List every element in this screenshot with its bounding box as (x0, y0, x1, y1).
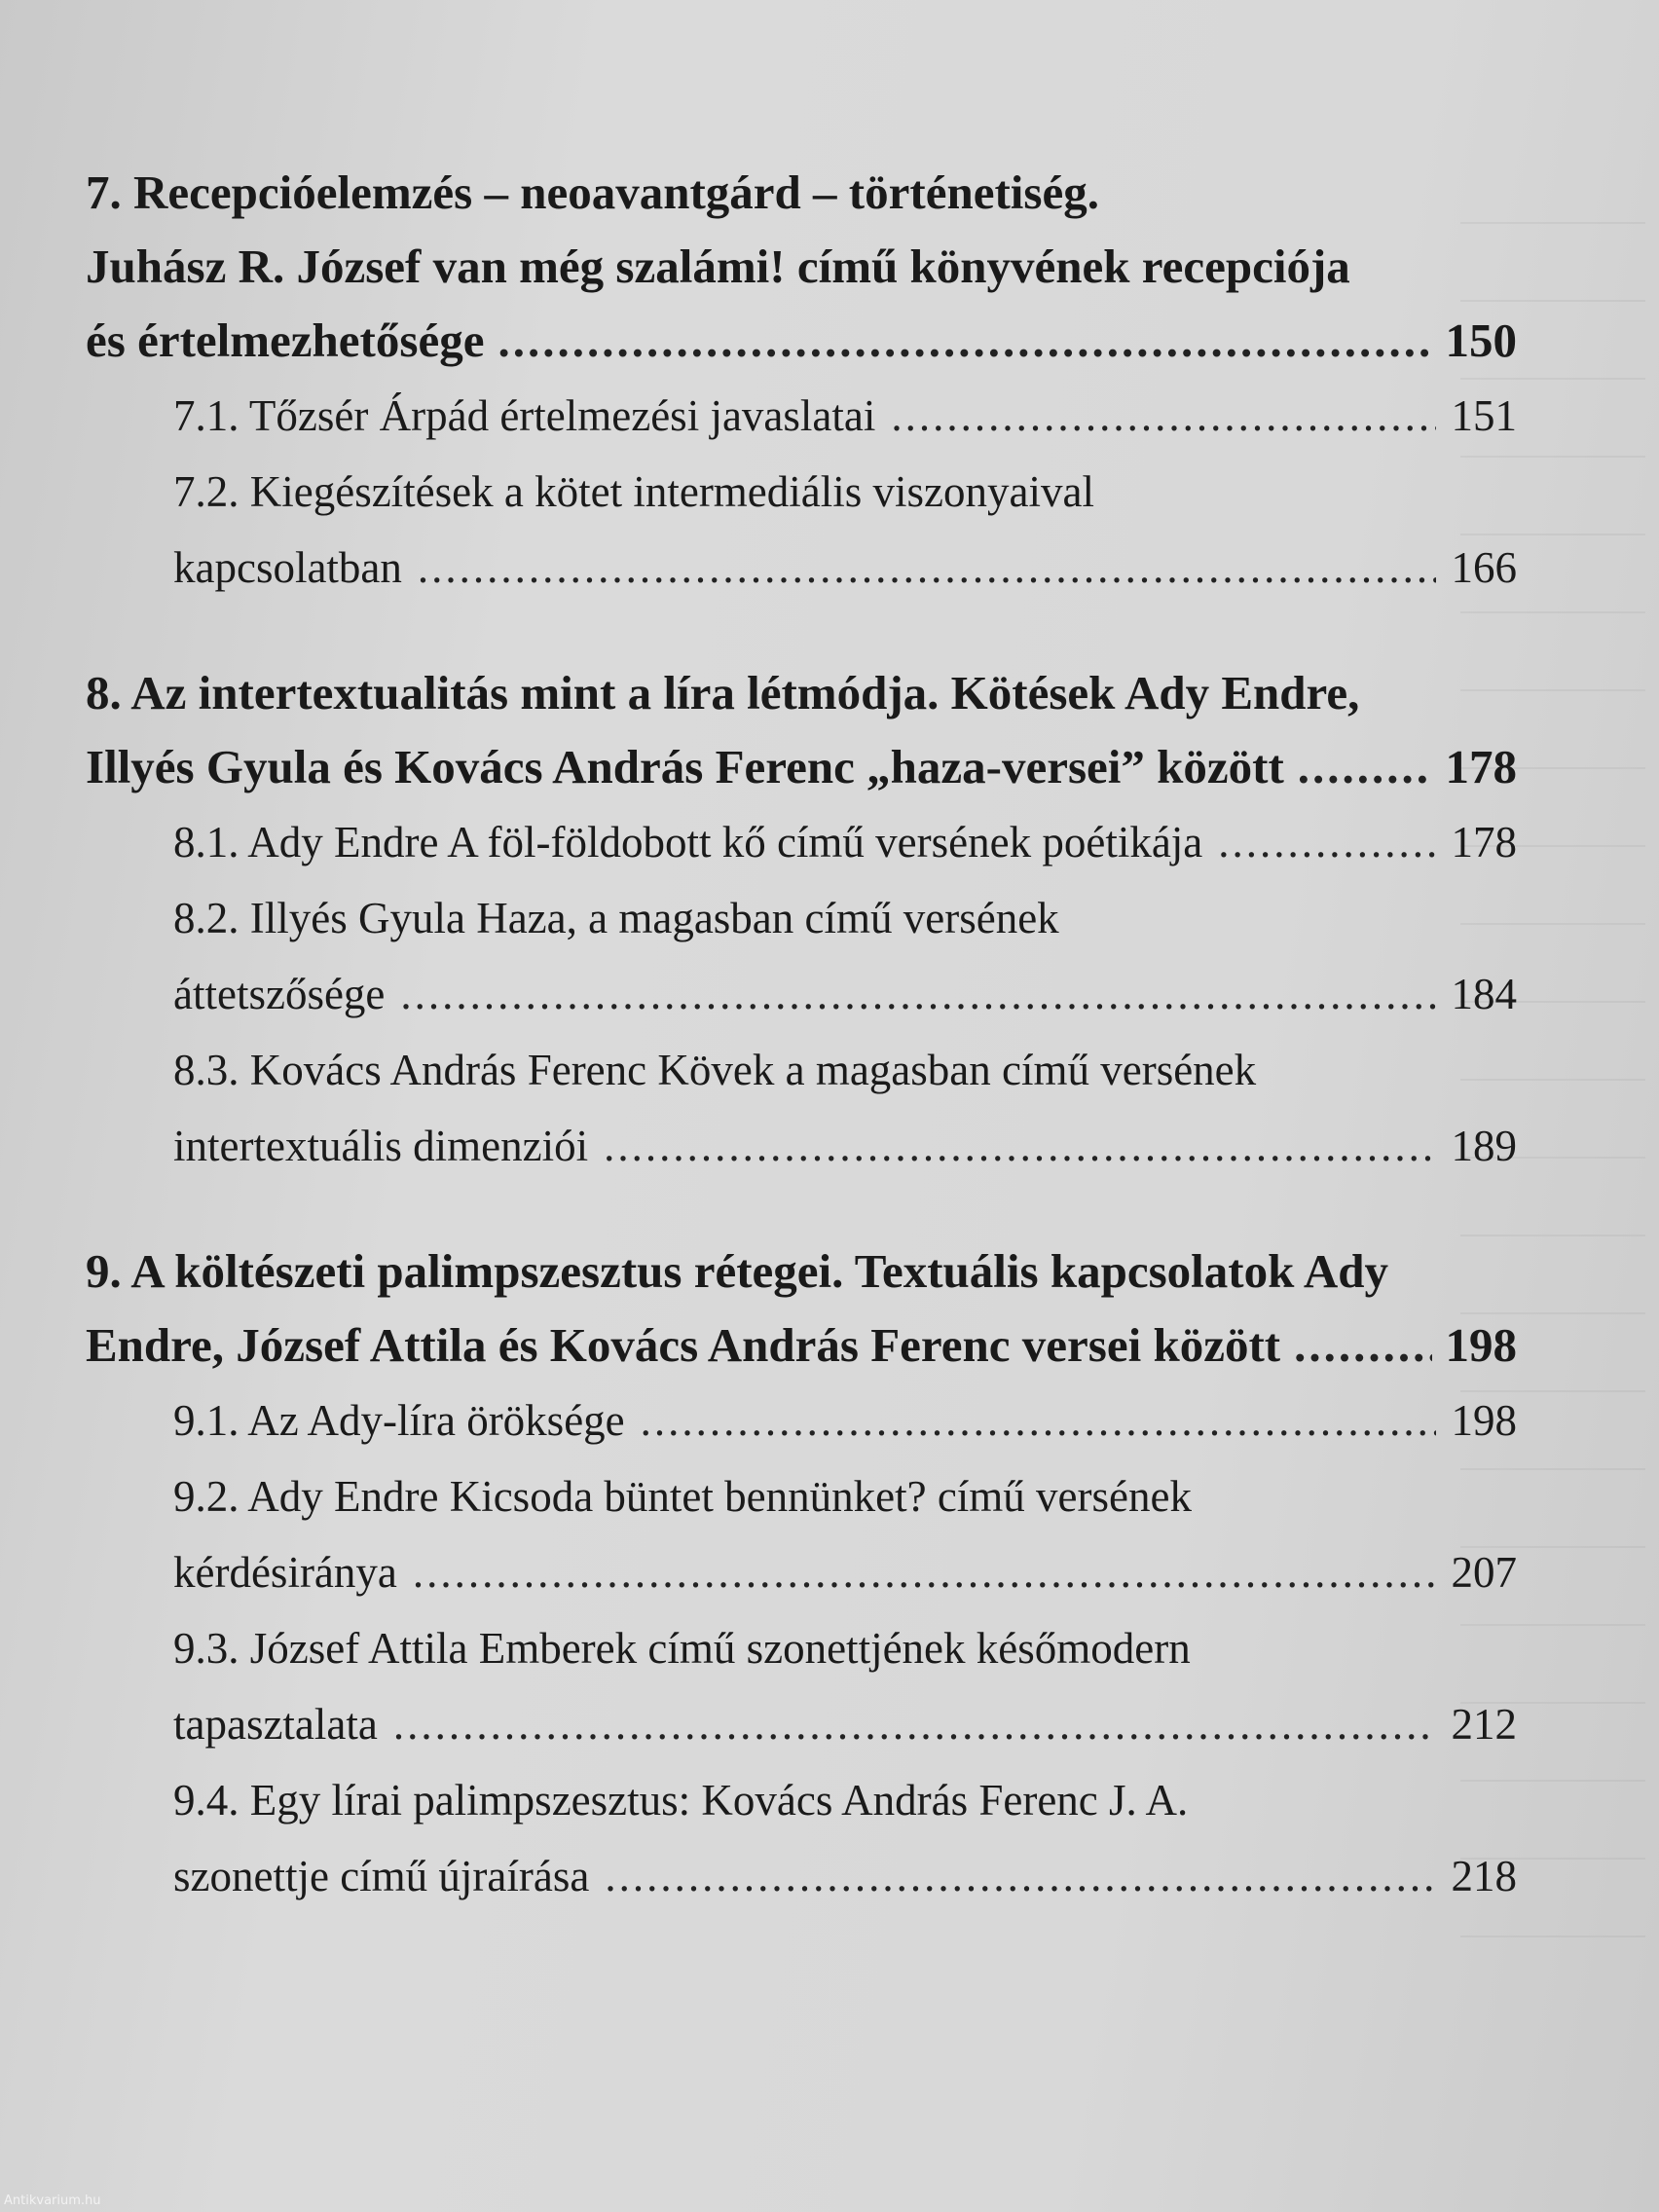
section-title-last-line: 9.1. Az Ady-líra öröksége (173, 1396, 625, 1445)
section-title-last-line: 8.1. Ady Endre A föl-földobott kő című versének poétikája (173, 818, 1203, 866)
section-entry-row (173, 1686, 1517, 1762)
dot-leader (1218, 804, 1435, 880)
dot-leader (1294, 1309, 1431, 1382)
dot-leader (891, 378, 1435, 454)
chapter-title-line: Juhász R. József van még szalámi! című könyvének recepciója (86, 240, 1350, 293)
section-list (86, 1382, 1517, 1914)
section-list (86, 804, 1517, 1184)
section-page-number: 189 (1451, 1122, 1517, 1170)
section-title-line: 9.4. Egy lírai palimpszesztus: Kovács András Ferenc J. A. (173, 1776, 1189, 1825)
section-entry[interactable] (173, 1032, 1517, 1184)
section-entry[interactable] (173, 378, 1517, 454)
section-entry-row (173, 956, 1517, 1032)
section-title-line: 8.3. Kovács András Ferenc Kövek a magasban című versének (173, 1046, 1257, 1094)
section-page-number: 212 (1451, 1700, 1517, 1749)
chapter-title-line: 8. Az intertextualitás mint a líra létmódja. Kötések Ady Endre, (86, 666, 1360, 719)
toc-chapter (86, 1235, 1517, 1914)
chapter-title-last-line: Endre, József Attila és Kovács András Ferenc versei között (86, 1318, 1281, 1372)
section-entry[interactable] (173, 454, 1517, 606)
section-entry-row (173, 378, 1517, 454)
section-page-number: 198 (1451, 1396, 1517, 1445)
dot-leader (418, 530, 1436, 606)
toc-chapter (86, 156, 1517, 606)
chapter-title-line: 9. A költészeti palimpszesztus rétegei. Textuális kapcsolatok Ady (86, 1244, 1389, 1298)
dot-leader (498, 304, 1431, 378)
dot-leader (393, 1686, 1436, 1762)
dot-leader (1298, 730, 1432, 804)
chapter-entry-row[interactable] (86, 730, 1517, 804)
section-title-line: 8.2. Illyés Gyula Haza, a magasban című versének (173, 894, 1059, 942)
chapter-page-number: 198 (1445, 1318, 1517, 1372)
section-entry[interactable] (173, 1610, 1517, 1762)
chapter-title-line: 7. Recepcióelemzés – neoavantgárd – történetiség. (86, 166, 1099, 219)
dot-leader (413, 1534, 1436, 1610)
dot-leader (641, 1382, 1436, 1458)
chapter-entry-row[interactable] (86, 1309, 1517, 1382)
section-title-last-line: áttetszősége (173, 970, 386, 1018)
toc-chapter (86, 656, 1517, 1184)
table-of-contents (86, 156, 1517, 1965)
section-title-last-line: 7.1. Tőzsér Árpád értelmezési javaslatai (173, 391, 876, 440)
section-entry-row (173, 1108, 1517, 1184)
chapter-page-number: 150 (1445, 313, 1517, 367)
section-title-line: 9.3. József Attila Emberek című szonettjének későmodern (173, 1624, 1191, 1673)
dot-leader (605, 1838, 1435, 1914)
section-entry-row (173, 804, 1517, 880)
section-title-last-line: szonettje című újraírása (173, 1852, 590, 1900)
chapter-title-last-line: és értelmezhetősége (86, 313, 485, 367)
section-page-number: 178 (1451, 818, 1517, 866)
section-page-number: 151 (1451, 391, 1517, 440)
section-list (86, 378, 1517, 606)
section-entry[interactable] (173, 1762, 1517, 1914)
dot-leader (400, 956, 1435, 1032)
section-title-last-line: kapcsolatban (173, 543, 402, 592)
section-page-number: 184 (1451, 970, 1517, 1018)
section-page-number: 166 (1451, 543, 1517, 592)
section-title-last-line: kérdésiránya (173, 1548, 397, 1597)
section-entry[interactable] (173, 1458, 1517, 1610)
section-title-last-line: intertextuális dimenziói (173, 1122, 589, 1170)
section-entry[interactable] (173, 880, 1517, 1032)
section-page-number: 207 (1451, 1548, 1517, 1597)
section-entry-row (173, 1534, 1517, 1610)
dot-leader (604, 1108, 1435, 1184)
section-page-number: 218 (1451, 1852, 1517, 1900)
section-title-line: 7.2. Kiegészítések a kötet intermediális viszonyaival (173, 467, 1094, 516)
section-entry[interactable] (173, 1382, 1517, 1458)
watermark: Antikvarium.hu (4, 2194, 101, 2208)
section-title-line: 9.2. Ady Endre Kicsoda büntet bennünket? című versének (173, 1472, 1192, 1521)
section-entry[interactable] (173, 804, 1517, 880)
section-entry-row (173, 1382, 1517, 1458)
chapter-entry-row[interactable] (86, 304, 1517, 378)
section-title-last-line: tapasztalata (173, 1700, 378, 1749)
section-entry-row (173, 530, 1517, 606)
section-entry-row (173, 1838, 1517, 1914)
chapter-title-last-line: Illyés Gyula és Kovács András Ferenc „haza-versei” között (86, 740, 1284, 793)
chapter-page-number: 178 (1445, 740, 1517, 793)
